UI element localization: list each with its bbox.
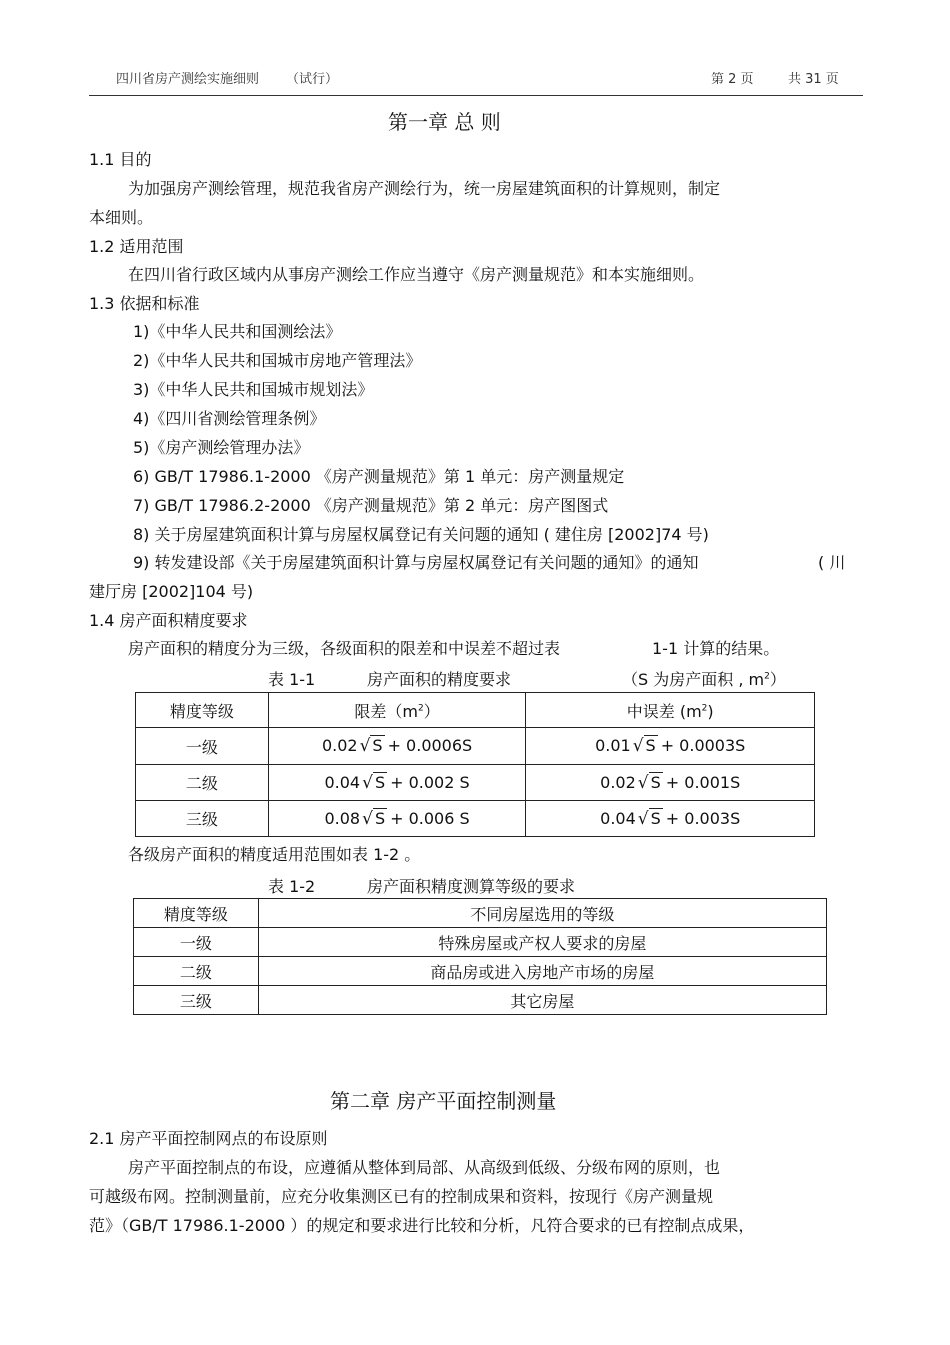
section-2-1-line2: 可越级布网。控制测量前，应充分收集测区已有的控制成果和资料，按现行《房产测量规 xyxy=(89,1187,714,1206)
table-row xyxy=(136,728,815,765)
table1-limit-formula: 0.02 √ S + 0.0006S xyxy=(268,728,526,765)
sqrt-symbol: √ xyxy=(637,772,649,793)
table1-error-formula: 0.01 √ S + 0.0003S xyxy=(526,728,815,765)
section-1-1-text-line2: 本细则。 xyxy=(89,208,154,227)
header-page-total: 共 31 页 xyxy=(788,72,839,87)
table1-limit-formula: 0.04 √ S + 0.002 S xyxy=(268,765,526,801)
section-1-2-text: 在四川省行政区域内从事房产测绘工作应当遵守《房产测量规范》和本实施细则。 xyxy=(128,265,705,284)
table2-grade: 一级 xyxy=(134,928,259,957)
sqrt-symbol: √ xyxy=(362,772,373,793)
section-2-1-line1: 房产平面控制点的布设，应遵循从整体到局部、从高级到低级、分级布网的原则，也 xyxy=(128,1158,721,1177)
reference-item-2: 2)《中华人民共和国城市房地产管理法》 xyxy=(133,351,422,370)
reference-item-6: 6) GB/T 17986.1-2000 《房产测量规范》第 1 单元：房产测量规定 xyxy=(133,467,625,486)
reference-item-4: 4)《四川省测绘管理条例》 xyxy=(133,409,326,428)
table1-caption-no: 表 1-1 xyxy=(268,670,316,689)
section-2-1-line3: 范》（GB/T 17986.1-2000 ）的规定和要求进行比较和分析，凡符合要求的已有控制点成果， xyxy=(89,1216,755,1235)
section-1-1-text-line1: 为加强房产测绘管理，规范我省房产测绘行为，统一房屋建筑面积的计算规则，制定 xyxy=(128,179,721,198)
table1-grade: 三级 xyxy=(136,801,269,837)
chapter2-title: 第二章 房产平面控制测量 xyxy=(330,1089,557,1113)
table2-grade: 三级 xyxy=(134,986,259,1015)
reference-item-9-paren: ( 川 xyxy=(818,553,846,572)
reference-item-1: 1)《中华人民共和国测绘法》 xyxy=(133,322,342,341)
section-1-4-text-tail: 1-1 计算的结果。 xyxy=(652,639,780,658)
table1-limit-formula: 0.08 √ S + 0.006 S xyxy=(268,801,526,837)
table-row xyxy=(136,801,815,837)
reference-item-9-line1: 9) 转发建设部《关于房屋建筑面积计算与房屋权属登记有关问题的通知》的通知 xyxy=(133,553,699,572)
reference-item-9-line2: 建厅房 [2002]104 号) xyxy=(89,582,254,601)
header-status: （试行） xyxy=(286,72,339,87)
section-1-4-text2: 各级房产面积的精度适用范围如表 1-2 。 xyxy=(128,845,421,864)
table-row xyxy=(134,928,827,957)
table-row xyxy=(136,765,815,801)
sqrt-symbol: √ xyxy=(362,808,373,829)
table1-header-grade: 精度等级 xyxy=(136,693,269,728)
table1-header-error: 中误差 $(m^2)$ xyxy=(526,693,815,728)
reference-item-7: 7) GB/T 17986.2-2000 《房产测量规范》第 2 单元：房产图图式 xyxy=(133,496,609,515)
grade-usage-table xyxy=(133,898,827,1015)
table-row xyxy=(134,957,827,986)
table1-grade: 二级 xyxy=(136,765,269,801)
table1-caption-title: 房产面积的精度要求 xyxy=(367,670,512,689)
reference-item-8: 8) 关于房屋建筑面积计算与房屋权属登记有关问题的通知 ( 建住房 [2002]74 号) xyxy=(133,525,709,544)
header-doc-title: 四川省房产测绘实施细则 xyxy=(116,72,260,87)
table1-error-formula: 0.02 √ S + 0.001S xyxy=(526,765,815,801)
table2-header-grade: 精度等级 xyxy=(134,899,259,928)
table2-caption-no: 表 1-2 xyxy=(268,877,316,896)
table1-grade: 一级 xyxy=(136,728,269,765)
table2-header-usage: 不同房屋选用的等级 xyxy=(258,899,826,928)
table2-usage: 特殊房屋或产权人要求的房屋 xyxy=(258,928,826,957)
table2-grade: 二级 xyxy=(134,957,259,986)
section-1-4-text-lead: 房产面积的精度分为三级，各级面积的限差和中误差不超过表 xyxy=(128,639,561,658)
table1-caption-note: （S 为房产面积 , $m^2$） xyxy=(622,670,786,689)
chapter1-title: 第一章 总 则 xyxy=(388,110,501,134)
section-1-2-heading: 1.2 适用范围 xyxy=(89,237,184,256)
header-page-no: 第 2 页 xyxy=(711,72,754,87)
table1-error-formula: 0.04 √ S + 0.003S xyxy=(526,801,815,837)
sqrt-symbol: √ xyxy=(632,736,644,756)
reference-item-3: 3)《中华人民共和国城市规划法》 xyxy=(133,380,374,399)
reference-item-5: 5)《房产测绘管理办法》 xyxy=(133,438,310,457)
table2-usage: 其它房屋 xyxy=(258,986,826,1015)
header-rule xyxy=(89,95,863,96)
section-1-1-heading: 1.1 目的 xyxy=(89,150,152,169)
table2-caption-title: 房产面积精度测算等级的要求 xyxy=(367,877,576,896)
precision-table xyxy=(135,692,815,837)
table-row xyxy=(134,986,827,1015)
section-2-1-heading: 2.1 房产平面控制网点的布设原则 xyxy=(89,1129,328,1148)
table1-header-limit: 限差$(m^2)$ xyxy=(268,693,526,728)
sqrt-symbol: √ xyxy=(637,808,649,829)
sqrt-symbol: √ xyxy=(359,736,371,756)
section-1-3-heading: 1.3 依据和标准 xyxy=(89,294,200,313)
table2-usage: 商品房或进入房地产市场的房屋 xyxy=(258,957,826,986)
section-1-4-heading: 1.4 房产面积精度要求 xyxy=(89,611,248,630)
